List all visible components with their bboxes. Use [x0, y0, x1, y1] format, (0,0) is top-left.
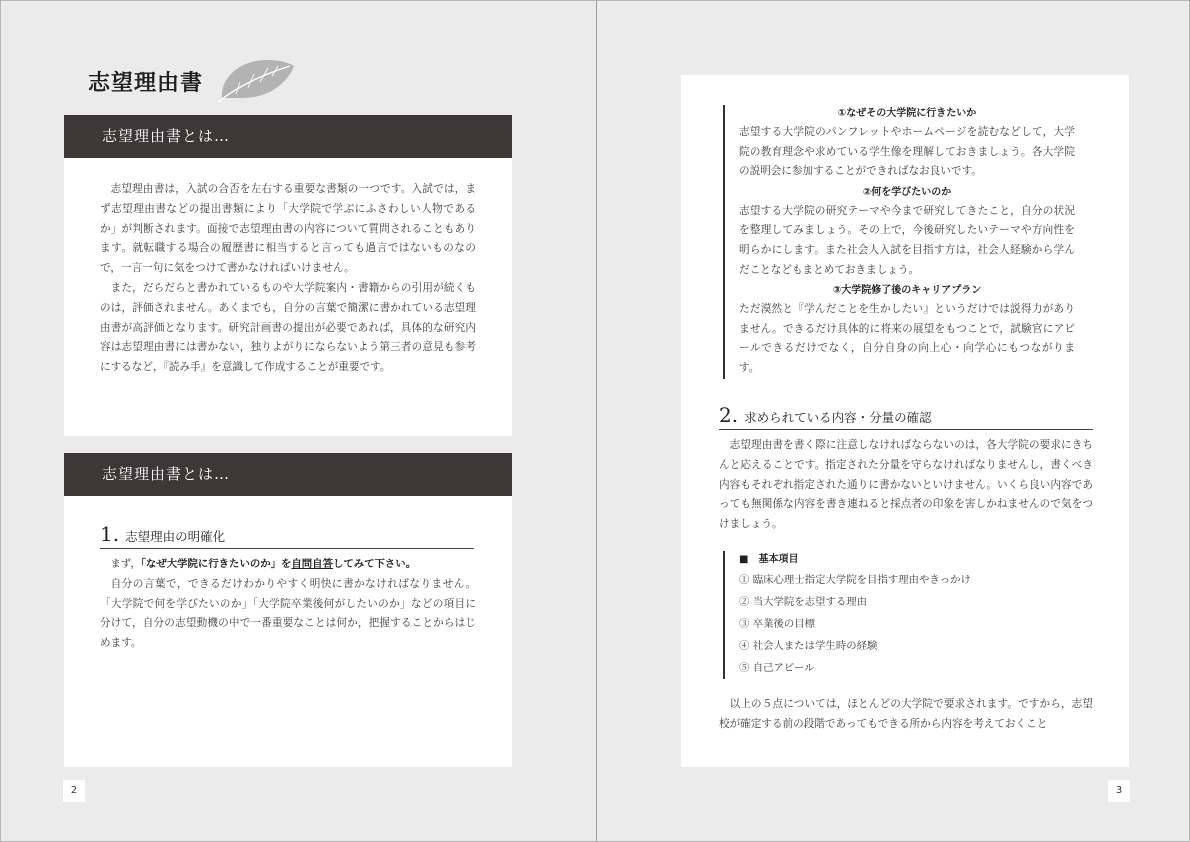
section-1-heading — [100, 522, 474, 549]
clarify-paragraph: 自分の言葉で，できるだけわかりやすく明快に書かなければなりません。「大学院で何を学びたいのか」「大学院卒業後何がしたいのか」などの項目に分けて，自分の志望動機の中で一番重要なことは何か，把握することからはじめます。 — [100, 577, 476, 650]
closing-paragraph: 以上の５点については，ほとんどの大学院で要求されます。ですから，志望校が確定する前の段階であってもできる所から内容を考えておくこと — [719, 697, 1093, 730]
clarify-lead — [100, 555, 476, 575]
clarify-lead-prefix: まず， — [110, 558, 141, 570]
basic-item-5: ⑤ 自己アピール — [739, 661, 815, 674]
about-paragraph-2: また，だらだらと書かれているものや大学院案内・書籍からの引用が続くものは，評価されません。あくまでも，自分の言葉で簡潔に書かれている志望理由書が高評価となります。研究計画書の提出が必要であれば，具体的な研究内容は志望理由書には書かない，独りよがりにならないよう第三者の意見も参考にするなど，『読み手』を意識して作成することが重要です。 — [100, 281, 476, 374]
basic-item-3: ③ 卒業後の目標 — [739, 617, 816, 630]
page-number-left: 2 — [63, 780, 85, 802]
section-2-heading — [719, 403, 1093, 430]
clarify-lead-bold: 「なぜ大学院に行きたいのか」 — [140, 558, 282, 570]
point-1 — [739, 105, 1075, 182]
about-card-body — [64, 158, 512, 378]
section-2-number: 2. — [719, 403, 739, 427]
clarify-lead-underline: 自問自答 — [291, 558, 333, 570]
point-1-text: 志望する大学院のパンフレットやホームページを読むなどして，大学院の教育理念や求めている学生像を理解しておきましょう。各大学院の説明会に参加することができればなお良いです。 — [739, 126, 1075, 178]
basic-items-title: ■ 基本項目 — [739, 553, 799, 565]
section-2-label: 求められている内容・分量の確認 — [744, 410, 932, 425]
point-3-text: ただ漠然と『学んだことを生かしたい』というだけでは説得力がありません。できるだけ具体的に将来の展望をもつことで，試験官にアピールできるだけでなく，自分自身の向上心・向学心にもつながります。 — [739, 303, 1075, 374]
clarify-body — [100, 555, 476, 654]
about-card — [64, 115, 512, 436]
page-title: 志望理由書 — [88, 71, 204, 96]
basic-item-2: ② 当大学院を志望する理由 — [739, 595, 867, 608]
page-number-right: 3 — [1108, 780, 1130, 802]
point-2-text: 志望する大学院の研究テーマや今まで研究してきたこと，自分の状況を整理してみましょう。その上で，今後研究したいテーマや方向性を明らかにします。また社会人入試を目指す方は，社会人経験から学んだことなどもまとめておきましょう。 — [739, 204, 1075, 276]
section-1-number: 1. — [100, 522, 120, 546]
page-gutter — [596, 0, 597, 842]
points-block — [723, 105, 1075, 379]
basic-items-list — [723, 551, 1093, 679]
section-2-body — [719, 436, 1093, 535]
section-2 — [719, 403, 1093, 735]
point-3 — [739, 282, 1075, 378]
clarify-card-header: 志望理由書とは… — [64, 453, 512, 496]
section-1-label: 志望理由の明確化 — [125, 529, 226, 544]
about-paragraph-1: 志望理由書は，入試の合否を左右する重要な書類の一つです。入試では，まず志望理由書などの提出書類により「大学院で学ぶにふさわしい人物であるか」が判断されます。面接で志望理由書の内容について質問されることもあります。就転職する場合の履歴書に相当すると言っても過言ではないものなので，一言一句に気をつけて書かなければいけません。 — [100, 183, 476, 275]
leaf-icon — [214, 52, 298, 104]
right-page-content — [681, 75, 1129, 767]
section-2-paragraph: 志望理由書を書く際に注意しなければならないのは，各大学院の要求にきちんと応えることです。指定された分量を守らなければなりませんし，書くべき内容もそれぞれ指定された通りに書かないといけません。いくら良い内容であっても無関係な内容を書き連ねると採点者の印象を害しかねませんので気をつけましょう。 — [719, 439, 1093, 531]
basic-item-1: ① 臨床心理士指定大学院を目指す理由やきっかけ — [739, 573, 971, 586]
about-card-header: 志望理由書とは… — [64, 115, 512, 158]
point-1-heading: ①なぜその大学院に行きたいか — [837, 108, 977, 119]
closing-body — [719, 695, 1093, 735]
basic-item-4: ④ 社会人または学生時の経験 — [739, 639, 878, 652]
point-2 — [739, 184, 1075, 280]
clarify-lead-suffix: してみて下さい。 — [332, 558, 417, 570]
clarify-lead-mid: を — [281, 558, 292, 570]
point-2-heading: ②何を学びたいのか — [862, 186, 952, 198]
point-3-heading: ③大学院修了後のキャリアプラン — [832, 285, 982, 297]
clarify-card — [64, 453, 512, 767]
